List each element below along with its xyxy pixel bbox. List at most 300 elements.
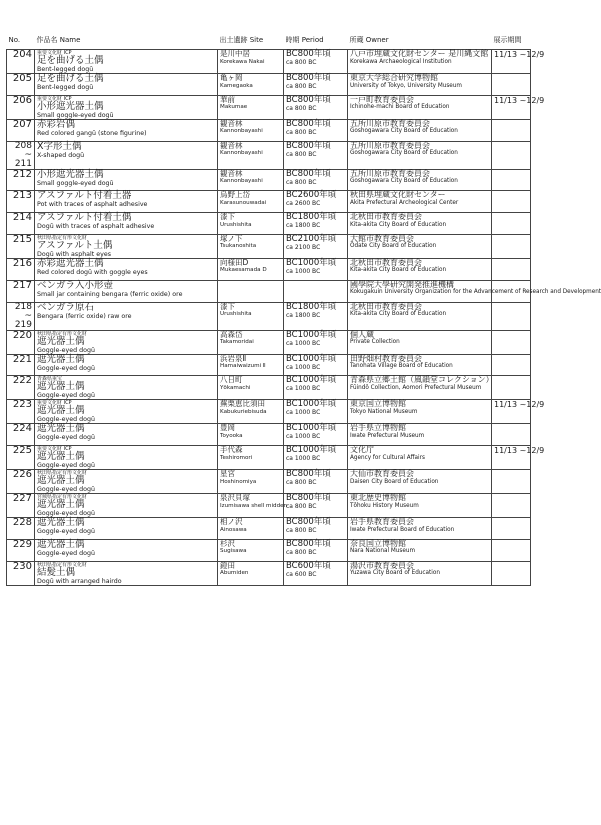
period-cell (284, 191, 348, 213)
owner-en: Ōdate City Board of Education (350, 243, 437, 250)
exhibition-period (492, 376, 531, 400)
period-en: ca 800 BC (286, 178, 317, 186)
table-row (7, 191, 531, 213)
name-cell (35, 280, 218, 302)
exhibition-period (492, 494, 531, 518)
name-cell (35, 330, 218, 354)
site-cell (218, 302, 284, 330)
site-jp: 相ノ沢 (220, 517, 243, 527)
table-row (7, 330, 531, 354)
period-cell (284, 119, 348, 141)
table-row (7, 119, 531, 141)
site-jp: 観音林 (220, 168, 243, 178)
period-jp: BC800年頃 (286, 49, 331, 59)
name-jp: 遮光器土偶 (37, 353, 85, 365)
owner-jp: 五所川原市教育委員会 (350, 140, 430, 150)
designation-label: 宮城県指定有形文化財 (37, 494, 88, 501)
owner-en: Private Collection (350, 339, 400, 346)
owner-en: Ichinohe-machi Board of Education (350, 104, 450, 111)
site-cell (218, 95, 284, 119)
owner-jp: 八戸市埋蔵文化財センター 是川縄文館 (350, 49, 489, 58)
item-number: 216 (7, 258, 35, 280)
site-cell (218, 400, 284, 424)
item-number: 227 (7, 494, 35, 518)
owner-cell (348, 470, 492, 494)
table-row (7, 376, 531, 400)
name-jp: 遮光器土偶 (37, 423, 85, 435)
table-row (7, 494, 531, 518)
period-cell (284, 74, 348, 96)
item-number: 229 (7, 539, 35, 561)
owner-en: Goshogawara City Board of Education (350, 178, 458, 185)
name-jp: 結髪土偶 (37, 566, 76, 578)
item-number: 207 (7, 119, 35, 141)
name-cell (35, 446, 218, 470)
name-jp: 小形遮光器土偶 (37, 168, 104, 180)
name-cell (35, 213, 218, 235)
period-jp: BC2100年頃 (286, 233, 337, 244)
period-jp: BC800年頃 (286, 168, 331, 179)
owner-cell (348, 539, 492, 561)
owner-jp: 大館市教育委員会 (350, 233, 414, 243)
name-jp: 遮光器土偶 (37, 499, 85, 511)
name-en: Bengara (ferric oxide) raw ore (37, 312, 132, 320)
name-en: Goggle-eyed dogū (37, 510, 95, 518)
owner-en: Iwate Prefectural Museum (350, 432, 425, 439)
table-row (7, 470, 531, 494)
name-cell (35, 258, 218, 280)
site-jp: 泉沢貝塚 (220, 493, 250, 503)
designation-label: 重要文化財 ICP (37, 446, 72, 453)
site-jp: 塚ノ下 (220, 233, 243, 243)
owner-cell (348, 424, 492, 446)
site-cell (218, 518, 284, 540)
name-jp: アスファルト付着土偶 (37, 212, 132, 224)
name-jp: 遮光器土偶 (37, 381, 85, 393)
site-cell (218, 280, 284, 302)
site-jp: 観音林 (220, 118, 243, 128)
owner-en: Goshogawara City Board of Education (350, 150, 458, 157)
owner-en: Kokugakuin University Organization for the Advancement of Research and Development (350, 289, 601, 296)
name-en: Dogū with arranged hairdo (37, 577, 122, 585)
item-number: 204 (7, 50, 35, 74)
period-en: ca 800 BC (286, 83, 317, 90)
owner-cell (348, 446, 492, 470)
name-jp: 遮光器土偶 (37, 538, 85, 550)
period-jp: BC800年頃 (286, 538, 331, 549)
name-en: Goggle-eyed dogū (37, 392, 95, 400)
period-jp: BC600年頃 (286, 560, 331, 571)
name-jp: ベンガラ原石 (37, 301, 95, 313)
table-header-row (7, 31, 531, 50)
site-cell (218, 169, 284, 191)
site-cell (218, 141, 284, 169)
table-row (7, 400, 531, 424)
period-jp: BC800年頃 (286, 118, 331, 129)
site-cell (218, 446, 284, 470)
exhibition-period: 11/13 ~12/9 (492, 400, 531, 424)
owner-cell (348, 302, 492, 330)
period-cell (284, 400, 348, 424)
site-jp: 是川中居 (220, 49, 250, 58)
exhibition-period (492, 141, 531, 169)
owner-jp: 秋田県埋蔵文化財センター (350, 190, 446, 200)
site-cell (218, 493, 288, 518)
name-jp: 遮光器土偶 (37, 451, 85, 463)
site-en: Sugisawa (220, 548, 247, 555)
name-cell (35, 50, 218, 74)
owner-cell (348, 119, 492, 141)
exhibition-period: 11/13 ~12/9 (492, 446, 531, 470)
site-cell (218, 376, 284, 400)
item-number: 215 (7, 234, 35, 258)
name-en: X-shaped dogū (37, 151, 85, 159)
table-row (7, 539, 531, 561)
item-number: 217 (7, 280, 35, 302)
header-period: 時期 Period (284, 31, 348, 50)
site-jp: 杉沢 (220, 538, 235, 548)
period-en: ca 600 BC (286, 570, 317, 578)
site-en: Hamaiwaizumi Ⅱ (220, 363, 266, 370)
name-en: Small goggle-eyed dogū (37, 179, 114, 187)
owner-cell (348, 169, 492, 191)
period-en: ca 800 BC (286, 59, 317, 66)
period-jp: BC1000年頃 (286, 257, 337, 268)
period-cell (284, 446, 348, 470)
period-cell (284, 50, 348, 74)
period-cell (284, 302, 348, 330)
item-number: 224 (7, 424, 35, 446)
site-cell (218, 330, 284, 354)
period-cell (284, 258, 348, 280)
owner-en: Iwate Prefectural Board of Education (350, 526, 455, 533)
site-cell (218, 424, 284, 446)
owner-jp: 東京国立博物館 (350, 399, 406, 409)
owner-jp: 五所川原市教育委員会 (350, 118, 430, 128)
site-en: Karasunouwadai (220, 199, 267, 206)
owner-en: Kita-akita City Board of Education (350, 267, 447, 274)
table-body (7, 49, 601, 586)
site-en: Urushishita (220, 221, 252, 228)
name-en: Small jar containing bengara (ferric oxide) ore (37, 290, 183, 298)
site-en: Toyooka (220, 432, 243, 439)
designation-label: 青森県重宝 (37, 376, 63, 383)
owner-jp: 個人蔵 (350, 329, 374, 339)
owner-en: Akita Prefectural Archeological Center (350, 199, 459, 206)
name-jp: 遮光器土偶 (37, 405, 85, 417)
exhibition-period (492, 234, 531, 258)
name-cell (35, 119, 218, 141)
name-cell (35, 302, 218, 330)
owner-cell (348, 74, 492, 96)
owner-cell (348, 400, 492, 424)
name-en: Goggle-eyed dogū (37, 462, 95, 470)
site-cell (218, 539, 284, 561)
designation-label: 秋田県指定有形文化財 (37, 234, 88, 241)
name-cell (35, 95, 218, 119)
owner-cell (348, 191, 492, 213)
period-cell (284, 376, 348, 400)
catalog-table (6, 31, 601, 586)
owner-en: Goshogawara City Board of Education (350, 128, 458, 135)
designation-label: 秋田県指定有形文化財 (37, 470, 88, 477)
owner-cell (348, 141, 492, 169)
site-cell (218, 74, 284, 96)
exhibition-period (492, 561, 531, 585)
table-row (7, 169, 531, 191)
name-jp: 足を曲げる土偶 (37, 55, 104, 66)
site-cell (218, 470, 284, 494)
name-cell (35, 494, 218, 518)
period-cell (284, 234, 348, 258)
table-row (7, 561, 531, 585)
owner-en: Daisen City Board of Education (350, 478, 439, 485)
item-number: 208 ~ 211 (7, 141, 35, 169)
name-cell (35, 74, 218, 96)
table-row (7, 446, 531, 470)
name-cell (35, 561, 218, 585)
site-en: Yōkamachi (220, 384, 251, 391)
site-jp: 向様田D (220, 257, 249, 267)
period-en: ca 2600 BC (286, 200, 321, 208)
period-jp: BC800年頃 (286, 94, 331, 105)
name-cell (35, 424, 218, 446)
site-cell (218, 234, 284, 258)
site-en: Kabukuriebisuda (220, 408, 267, 415)
period-cell (284, 494, 348, 518)
table-row (7, 74, 531, 96)
site-en: Urushishita (220, 311, 252, 318)
owner-jp: 東北歴史博物館 (350, 493, 406, 503)
period-jp: BC2600年頃 (286, 190, 337, 201)
owner-cell (348, 561, 492, 585)
owner-cell (348, 234, 492, 258)
period-en: ca 800 BC (286, 548, 317, 556)
exhibition-period (492, 119, 531, 141)
name-en: Goggle-eyed dogū (37, 416, 95, 424)
period-cell (284, 141, 348, 169)
table-row (7, 354, 531, 376)
site-jp: 豊岡 (220, 423, 235, 433)
owner-cell (348, 376, 492, 400)
name-cell (35, 470, 218, 494)
period-en: ca 1000 BC (286, 339, 321, 347)
exhibition-period (492, 213, 531, 235)
name-en: Goggle-eyed dogū (37, 364, 95, 372)
site-en: Kannonbayashi (220, 150, 263, 157)
period-jp: BC800年頃 (286, 517, 331, 528)
site-jp: 蕪栗恵比須田 (220, 399, 265, 409)
exhibition-period (492, 354, 531, 376)
header-site: 出土遺跡 Site (218, 31, 284, 50)
name-en: Small goggle-eyed dogū (37, 111, 114, 119)
period-jp: BC800年頃 (286, 493, 331, 504)
period-jp: BC800年頃 (286, 140, 331, 151)
owner-jp: 北秋田市教育委員会 (350, 257, 422, 267)
name-jp: アスファルト付着土器 (37, 190, 132, 202)
name-en: Goggle-eyed dogū (37, 486, 95, 494)
site-jp: 八日町 (220, 375, 243, 385)
table-row (7, 50, 531, 74)
exhibition-period (492, 191, 531, 213)
period-en: ca 800 BC (286, 150, 317, 158)
name-cell (35, 354, 218, 376)
name-en: Dogū with asphalt eyes (37, 250, 112, 258)
owner-cell (348, 330, 492, 354)
owner-en: Yuzawa City Board of Education (350, 570, 440, 577)
period-en: ca 800 BC (286, 128, 317, 136)
owner-jp: 青森県立郷土館（風韻堂コレクション） (350, 375, 494, 385)
site-jp: 漆下 (220, 212, 235, 222)
period-jp: BC1800年頃 (286, 301, 337, 312)
exhibition-period (492, 470, 531, 494)
site-en: Korekawa Nakai (220, 58, 265, 65)
site-cell (218, 119, 284, 141)
owner-cell (348, 518, 492, 540)
owner-cell (348, 354, 492, 376)
period-cell (284, 280, 348, 302)
site-en: Teshiromori (220, 454, 253, 461)
owner-jp: 國學院大學研究開発推進機構 (350, 279, 454, 289)
table-row (7, 280, 531, 302)
owner-en: Tōhoku History Museum (350, 502, 419, 509)
name-en: Goggle-eyed dogū (37, 549, 95, 557)
exhibition-period (492, 539, 531, 561)
name-cell (35, 169, 218, 191)
site-en: Izumisawa shell midden (220, 502, 288, 509)
owner-jp: 東京大学総合研究博物館 (350, 73, 438, 82)
site-jp: 観音林 (220, 140, 243, 150)
name-jp: 赤彩遮光器土偶 (37, 257, 104, 269)
period-cell (284, 95, 348, 119)
period-jp: BC1000年頃 (286, 329, 337, 340)
table-row (7, 258, 531, 280)
name-cell (35, 518, 218, 540)
name-en: Goggle-eyed dogū (37, 346, 95, 354)
owner-jp: 一戸町教育委員会 (350, 94, 414, 104)
owner-jp: 五所川原市教育委員会 (350, 168, 430, 178)
header-owner: 所蔵 Owner (348, 31, 492, 50)
exhibition-period (492, 424, 531, 446)
owner-en: Tokyo National Museum (350, 408, 418, 415)
site-cell (218, 191, 284, 213)
owner-cell (348, 279, 601, 302)
owner-en: Nara National Museum (350, 548, 415, 555)
exhibition-period (492, 169, 531, 191)
site-en: Tsukanoshita (220, 243, 257, 250)
owner-jp: 岩手県立博物館 (350, 423, 406, 433)
table-row (7, 213, 531, 235)
owner-en: University of Tokyo, University Museum (350, 82, 462, 89)
site-en: Makumae (220, 104, 248, 111)
header-exhibition: 展示期間 (492, 31, 531, 50)
period-jp: BC1000年頃 (286, 353, 337, 364)
period-jp: BC1000年頃 (286, 399, 337, 410)
site-cell (218, 213, 284, 235)
name-cell (35, 539, 218, 561)
item-number: 213 (7, 191, 35, 213)
site-en: Ainosawa (220, 526, 247, 533)
period-cell (284, 561, 348, 585)
name-cell (35, 376, 218, 400)
item-number: 212 (7, 169, 35, 191)
period-en: ca 2100 BC (286, 243, 321, 251)
name-jp: 遮光器土偶 (37, 517, 85, 529)
site-jp: 手代森 (220, 445, 243, 455)
item-number: 220 (7, 330, 35, 354)
owner-en: Korekawa Archaeological Institution (350, 58, 452, 65)
period-en: ca 1000 BC (286, 455, 321, 463)
designation-label: 重要文化財 ICP (37, 50, 72, 56)
owner-en: Agency for Cultural Affairs (350, 454, 425, 461)
site-en: Mukaesamada D (220, 267, 267, 274)
period-cell (284, 169, 348, 191)
name-en: Red colored gangū (stone figurine) (37, 129, 147, 137)
item-number: 230 (7, 561, 35, 585)
owner-jp: 北秋田市教育委員会 (350, 212, 422, 222)
site-cell (218, 258, 284, 280)
item-number: 223 (7, 400, 35, 424)
site-jp: 亀ヶ岡 (220, 73, 243, 82)
name-jp: アスファルト土偶 (37, 239, 113, 251)
period-en: ca 800 BC (286, 503, 317, 511)
name-jp: 赤彩岩偶 (37, 118, 76, 130)
site-en: Takamoridai (220, 339, 254, 346)
owner-en: Tanohata Village Board of Education (350, 363, 453, 370)
header-name: 作品名 Name (35, 31, 218, 50)
item-number: 218 ~ 219 (7, 302, 35, 330)
name-jp: ベンガラ入小形壺 (37, 279, 114, 291)
header-no: No. (7, 31, 35, 50)
table-row (7, 424, 531, 446)
item-number: 222 (7, 376, 35, 400)
name-en: Red colored dogū with goggle eyes (37, 268, 148, 276)
site-cell (218, 50, 284, 74)
owner-jp: 湯沢市教育委員会 (350, 560, 414, 570)
owner-jp: 奈良国立博物館 (350, 538, 406, 548)
owner-jp: 北秋田市教育委員会 (350, 301, 422, 311)
site-en: Kannonbayashi (220, 178, 263, 185)
owner-cell (348, 213, 492, 235)
period-cell (284, 424, 348, 446)
owner-cell (348, 494, 492, 518)
site-en: Hoshinomiya (220, 478, 257, 485)
site-jp: 漆下 (220, 301, 235, 311)
name-en: Dogū with traces of asphalt adhesive (37, 223, 155, 231)
period-en: ca 1000 BC (286, 385, 321, 393)
name-jp: 足を曲げる土偶 (37, 73, 104, 84)
site-cell (218, 561, 284, 585)
period-en: ca 800 BC (286, 104, 317, 112)
owner-en: Kita-akita City Board of Education (350, 311, 447, 318)
owner-jp: 文化庁 (350, 445, 374, 455)
name-cell (35, 191, 218, 213)
period-jp: BC1000年頃 (286, 423, 337, 434)
table-row (7, 302, 531, 330)
exhibition-period (492, 74, 531, 96)
site-jp: 鐙田 (220, 560, 235, 570)
item-number: 221 (7, 354, 35, 376)
designation-label: 秋田県指定有形文化財 (37, 561, 88, 568)
name-jp: 小形遮光器土偶 (37, 100, 104, 112)
period-en: ca 1800 BC (286, 311, 321, 319)
period-jp: BC1800年頃 (286, 212, 337, 223)
table-row (7, 141, 531, 169)
period-cell (284, 518, 348, 540)
site-cell (218, 354, 284, 376)
site-jp: 浜岩泉Ⅱ (220, 353, 247, 363)
item-number: 214 (7, 213, 35, 235)
